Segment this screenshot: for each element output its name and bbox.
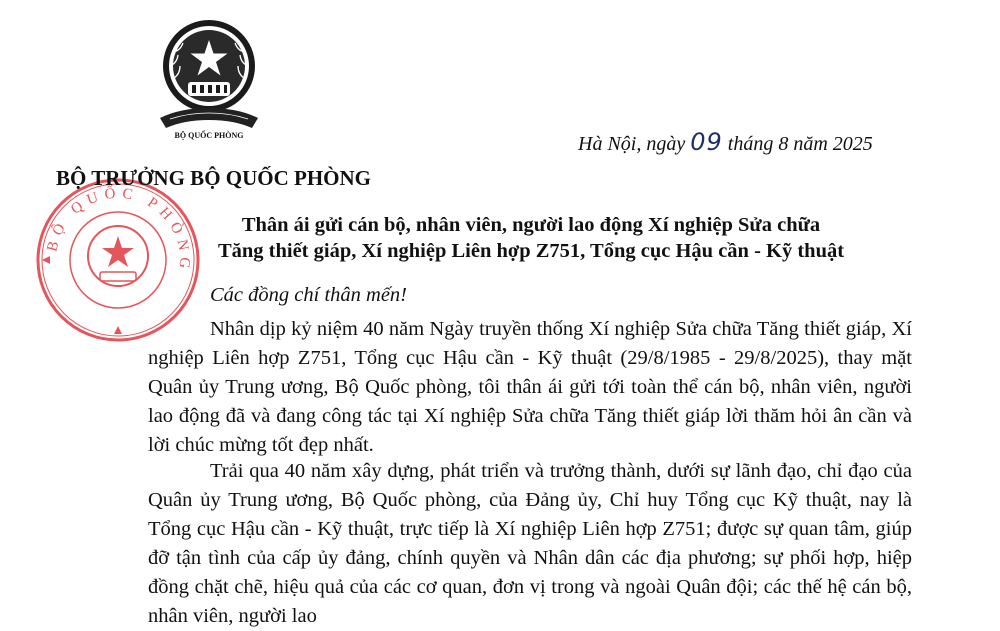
letter-heading	[150, 212, 912, 264]
dateline-suffix: tháng 8 năm 2025	[727, 133, 873, 155]
emblem-caption: BỘ QUỐC PHÒNG	[174, 131, 244, 140]
salutation: Các đồng chí thân mến!	[210, 284, 407, 306]
dateline-prefix: Hà Nội, ngày	[578, 133, 686, 155]
body-paragraph-2: Trải qua 40 năm xây dựng, phát triển và trưởng thành, dưới sự lãnh đạo, chỉ đạo của Quân ủy Trung ương, Bộ Quốc phòng, của Đảng ủy, Chỉ huy Tổng cục Kỹ thuật, nay là Tổng cục Hậu cần - Kỹ thuật, trực tiếp là Xí nghiệp Liên hợp Z751; được sự quan tâm, giúp đỡ tận tình của cấp ủy đảng, chính quyền và Nhân dân các địa phương; sự phối hợp, hiệp đồng chặt chẽ, hiệu quả của các cơ quan, đơn vị trong và ngoài Quân đội; các thế hệ cán bộ, nhân viên, người lao	[148, 460, 912, 627]
signer-title: BỘ TRƯỞNG BỘ QUỐC PHÒNG	[56, 166, 372, 190]
dateline-day-handwritten: 09	[690, 128, 723, 156]
heading-line-1: Thân ái gửi cán bộ, nhân viên, người lao động Xí nghiệp Sửa chữa	[241, 214, 821, 236]
seal-text: BỘ QUỐC PHÒNG	[44, 185, 193, 275]
heading-line-2: Tăng thiết giáp, Xí nghiệp Liên hợp Z751, Tổng cục Hậu cần - Kỹ thuật	[217, 240, 845, 262]
dateline	[578, 128, 873, 156]
body-paragraph-1: Nhân dịp kỷ niệm 40 năm Ngày truyền thống Xí nghiệp Sửa chữa Tăng thiết giáp, Xí nghiệp Liên hợp Z751, Tổng cục Hậu cần - Kỹ thuật (29/8/1985 - 29/8/2025), thay mặt Quân ủy Trung ương, Bộ Quốc phòng, tôi thân ái gửi tới toàn thể cán bộ, nhân viên, người lao động đã và đang công tác tại Xí nghiệp Sửa chữa Tăng thiết giáp lời thăm hỏi ân cần và lời chúc mừng tốt đẹp nhất.	[148, 318, 912, 456]
national-emblem-icon	[150, 14, 268, 148]
